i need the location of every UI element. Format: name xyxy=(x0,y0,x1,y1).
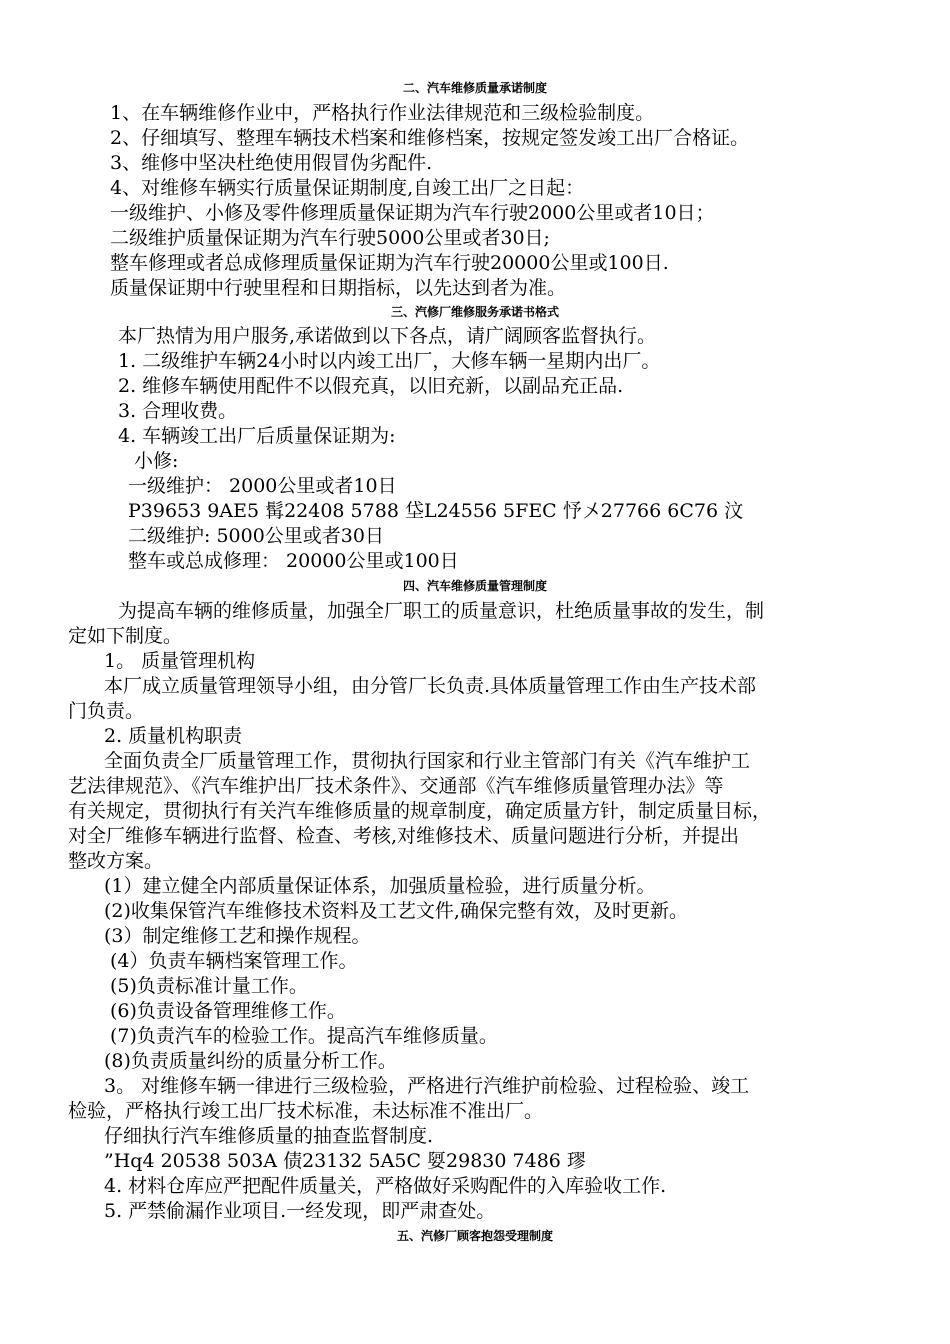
paragraph-line: 有关规定，贯彻执行有关汽车维修质量的规章制度，确定质量方针，制定质量目标， xyxy=(68,800,772,822)
paragraph-line: 定如下制度。 xyxy=(68,625,183,647)
paragraph-line: 3、维修中坚决杜绝使用假冒伪劣配件. xyxy=(110,152,433,174)
list-item: (2)收集保管汽车维修技术资料及工艺文件,确保完整有效，及时更新。 xyxy=(104,900,688,922)
section-heading: 四、汽车维修质量管理制度 xyxy=(402,579,547,593)
list-item: (7)负责汽车的检验工作。提高汽车维修质量。 xyxy=(110,1025,498,1047)
paragraph-line: ”Hq4 20538 503A 债23132 5A5C 娿29830 7486 璆 xyxy=(104,1150,586,1172)
list-item: 4. 材料仓库应严把配件质量关，严格做好采购配件的入库验收工作. xyxy=(104,1175,667,1197)
paragraph-line: 质量保证期中行驶里程和日期指标，以先达到者为准。 xyxy=(110,277,567,299)
list-item: 1。 质量管理机构 xyxy=(104,650,256,672)
paragraph-line: 1、在车辆维修作业中，严格执行作业法律规范和三级检验制度。 xyxy=(110,102,655,124)
list-item: (1）建立健全内部质量保证体系，加强质量检验，进行质量分析。 xyxy=(104,875,656,897)
list-item: 2. 质量机构职责 xyxy=(104,725,243,747)
paragraph-line: 艺法律规范》、《汽车维护出厂技术条件》、交通部《汽车维修质量管理办法》等 xyxy=(68,775,724,797)
list-item: 5. 严禁偷漏作业项目.一经发现，即严肃查处。 xyxy=(104,1200,496,1222)
paragraph-line: 仔细执行汽车维修质量的抽查监督制度. xyxy=(104,1125,434,1147)
paragraph-line: 检验，严格执行竣工出厂技术标准，未达标准不准出厂。 xyxy=(68,1100,544,1122)
section-heading: 二、汽车维修质量承诺制度 xyxy=(402,81,547,95)
list-item: 4. 车辆竣工出厂后质量保证期为: xyxy=(118,425,396,447)
paragraph-line: 对全厂维修车辆进行监督、检查、考核,对维修技术、质量问题进行分析，并提出 xyxy=(68,825,740,847)
paragraph-line: 整车修理或者总成修理质量保证期为汽车行驶20000公里或100日. xyxy=(110,252,669,274)
paragraph-line: 4、对维修车辆实行质量保证期制度,自竣工出厂之日起： xyxy=(110,177,585,199)
paragraph-line: 门负责。 xyxy=(68,700,145,722)
list-item: (4）负责车辆档案管理工作。 xyxy=(110,950,358,972)
paragraph-line: 为提高车辆的维修质量，加强全厂职工的质量意识，杜绝质量事故的发生，制 xyxy=(118,600,765,622)
list-item: 2. 维修车辆使用配件不以假充真，以旧充新，以副品充正品. xyxy=(118,375,624,397)
paragraph-line: 一级维护、小修及零件修理质量保证期为汽车行驶2000公里或者10日； xyxy=(110,202,715,224)
list-item: (8)负责质量纠纷的质量分析工作。 xyxy=(104,1050,397,1072)
paragraph-line: 本厂成立质量管理领导小组，由分管厂长负责.具体质量管理工作由生产技术部 xyxy=(104,675,757,697)
list-item: 1. 二级维护车辆24小时以内竣工出厂，大修车辆一星期内出厂。 xyxy=(118,350,661,372)
paragraph-line: 一级维护： 2000公里或者10日 xyxy=(128,475,397,497)
paragraph-line: 整改方案。 xyxy=(68,850,164,872)
paragraph-line: 全面负责全厂质量管理工作，贯彻执行国家和行业主管部门有关《汽车维护工 xyxy=(104,750,751,772)
list-item: 3. 合理收费。 xyxy=(118,400,238,422)
paragraph-line: 本厂热情为用户服务,承诺做到以下各点，请广阔顾客监督执行。 xyxy=(118,325,657,347)
paragraph-line: 小修: xyxy=(134,450,179,472)
paragraph-line: P39653 9AE5 髯22408 5788 垈L24556 5FEC 忬〤27766 6C76 汶 xyxy=(128,500,744,522)
section-heading: 三、汽修厂维修服务承诺书格式 xyxy=(390,305,559,319)
list-item: 3。 对维修车辆一律进行三级检验，严格进行汽维护前检验、过程检验、竣工 xyxy=(104,1075,750,1097)
paragraph-line: 整车或总成修理： 20000公里或100日 xyxy=(128,550,459,572)
list-item: (5)负责标准计量工作。 xyxy=(110,975,308,997)
paragraph-line: 二级维护质量保证期为汽车行驶5000公里或者30日; xyxy=(110,227,550,249)
paragraph-line: 2、仔细填写、整理车辆技术档案和维修档案，按规定签发竣工出厂合格证。 xyxy=(110,127,750,149)
paragraph-line: 二级维护: 5000公里或者30日 xyxy=(128,525,384,547)
list-item: (6)负责设备管理维修工作。 xyxy=(110,1000,346,1022)
list-item: (3）制定维修工艺和操作规程。 xyxy=(104,925,371,947)
section-heading: 五、汽修厂顾客抱怨受理制度 xyxy=(396,1229,553,1243)
